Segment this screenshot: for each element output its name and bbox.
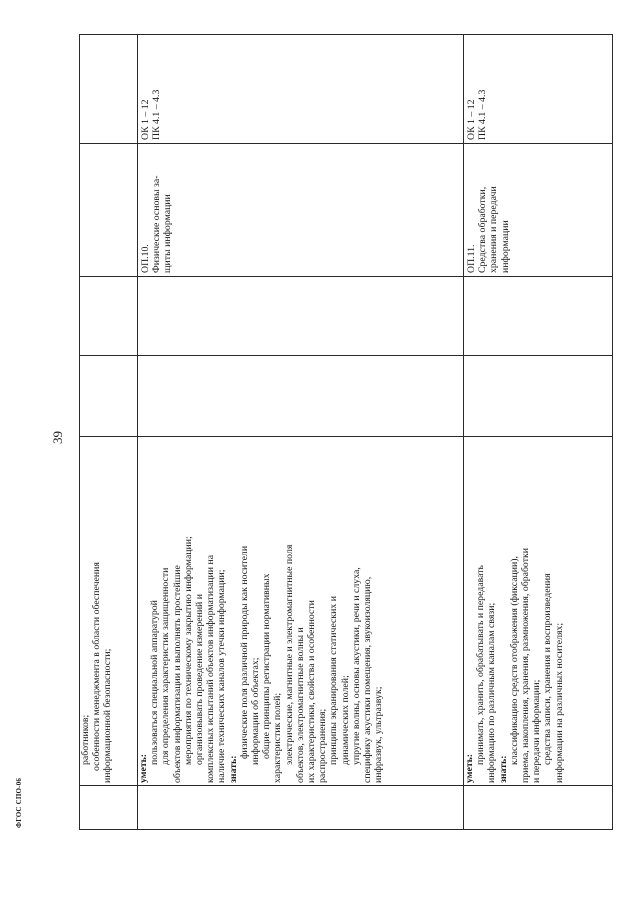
description-line: электрические, магнитные и электромагнитные поля bbox=[283, 544, 295, 765]
section-label: знать: bbox=[227, 755, 239, 783]
description-cell bbox=[80, 437, 138, 786]
empty-cell bbox=[80, 786, 138, 830]
description-line: средства записи, хранения и воспроизведения bbox=[542, 573, 554, 765]
discipline-title-line: хранения и передачи bbox=[488, 186, 500, 273]
description-cell bbox=[464, 437, 613, 786]
competency-line: ПК 4.1 – 4.3 bbox=[477, 89, 489, 140]
curriculum-table-sheet bbox=[79, 35, 612, 830]
description-line: объектов информатизации и выполнять простейшие bbox=[171, 565, 183, 783]
description-line: инфразвук, ультразвук; bbox=[373, 686, 385, 783]
empty-cell bbox=[464, 786, 613, 830]
empty-cell bbox=[80, 277, 138, 356]
discipline-title-line: щиты информации bbox=[162, 194, 174, 273]
description-line: принимать, хранить, обрабатывать и передавать bbox=[475, 565, 487, 765]
empty-cell bbox=[80, 144, 138, 277]
description-line: комплексных испытаний объектов информатизации на bbox=[205, 554, 217, 783]
empty-cell bbox=[138, 277, 464, 356]
description-line: информации об объектах; bbox=[250, 657, 262, 765]
description-line: принципы экранирования статических и bbox=[328, 596, 340, 765]
description-line: работников; bbox=[80, 714, 91, 765]
description-line: динамических полей; bbox=[339, 675, 351, 765]
description-line: характеристик полей; bbox=[272, 692, 284, 783]
description-line: наличие технических каналов утечки информации; bbox=[216, 569, 228, 783]
empty-cell bbox=[80, 35, 138, 144]
page-number: 39 bbox=[50, 431, 65, 444]
description-line: информации на различных носителях; bbox=[553, 622, 565, 783]
description-line: специфику акустики помещения, звукоизоляцию, bbox=[362, 576, 374, 783]
description-line: для определения характеристик защищенности bbox=[160, 567, 172, 765]
description-line: пользоваться специальной аппаратурой bbox=[149, 600, 161, 765]
description-line: общие принципы регистрации нормативных bbox=[261, 573, 273, 759]
description-line: объектов, электромагнитные волны и bbox=[294, 627, 306, 783]
description-line: организовывать проведение измерений и bbox=[194, 594, 206, 765]
description-line: распространения; bbox=[317, 708, 329, 783]
section-label: знать: bbox=[497, 755, 509, 783]
table-row bbox=[80, 35, 138, 830]
discipline-cell bbox=[138, 144, 464, 277]
description-line: информацию по различным каналам связи; bbox=[486, 602, 498, 783]
description-line: информационной безопасности; bbox=[102, 648, 114, 783]
description-line: мероприятия по техническому закрытию информации; bbox=[182, 536, 194, 765]
empty-cell bbox=[464, 356, 613, 437]
description-line: приема, накопления, хранения, размножения, обработки bbox=[520, 548, 532, 783]
competency-line: ОК 1 – 12 bbox=[140, 99, 151, 140]
description-line: физические поля различной природы как носители bbox=[238, 545, 250, 759]
footer-code: ФГОС СПО-06 bbox=[15, 777, 23, 828]
competencies-cell bbox=[138, 35, 464, 144]
description-line: их характеристики, свойства и особенности bbox=[306, 600, 318, 783]
description-cell bbox=[138, 437, 464, 786]
section-label: уметь: bbox=[138, 753, 149, 783]
description-line: упругие волны, основы акустики, речи и слуха, bbox=[350, 567, 362, 765]
competency-line: ОК 1 – 12 bbox=[466, 99, 477, 140]
empty-cell bbox=[138, 786, 464, 830]
competencies-cell bbox=[464, 35, 613, 144]
discipline-code: ОП.11. bbox=[466, 244, 477, 273]
description-line: классификацию средств отображения (фиксации), bbox=[508, 555, 520, 765]
curriculum-table bbox=[79, 34, 613, 830]
empty-cell bbox=[138, 356, 464, 437]
competency-line: ПК 4.1 – 4.3 bbox=[151, 89, 163, 140]
discipline-title-line: информации bbox=[499, 220, 511, 273]
section-label: уметь: bbox=[464, 753, 475, 783]
empty-cell bbox=[80, 356, 138, 437]
description-line: и передачи информации; bbox=[531, 679, 543, 783]
discipline-cell bbox=[464, 144, 613, 277]
discipline-code: ОП.10. bbox=[140, 244, 151, 273]
table-row bbox=[464, 35, 613, 830]
discipline-title-line: Физические основы за- bbox=[151, 175, 163, 273]
empty-cell bbox=[464, 277, 613, 356]
discipline-title-line: Средства обработки, bbox=[477, 186, 489, 273]
table-row bbox=[138, 35, 464, 830]
description-line: особенности менеджмента в области обеспечения bbox=[91, 562, 103, 771]
